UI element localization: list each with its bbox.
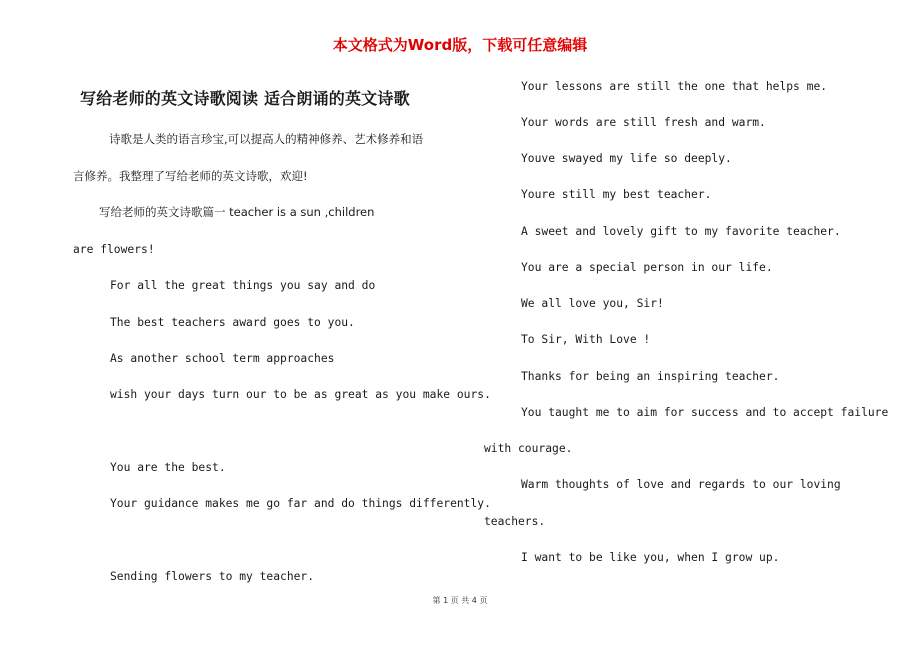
poem-line: You taught me to aim for success and to accept failure <box>521 406 889 419</box>
poem-line: We all love you, Sir! <box>521 297 664 310</box>
intro-line-1: 诗歌是人类的语言珍宝,可以提高人的精神修养、艺术修养和语 <box>109 132 424 146</box>
poem-line: with courage. <box>484 442 573 455</box>
poem-line: For all the great things you say and do <box>110 279 376 292</box>
poem-line: You are the best. <box>110 461 226 474</box>
poem-line: Youve swayed my life so deeply. <box>521 152 732 165</box>
poem-heading-line: 写给老师的英文诗歌篇一 teacher is a sun ,children <box>99 205 375 219</box>
page-number-footer: 第 1 页 共 4 页 <box>432 596 488 605</box>
poem-line: I want to be like you, when I grow up. <box>521 551 780 564</box>
poem-line: To Sir, With Love ! <box>521 333 651 346</box>
poem-line: Sending flowers to my teacher. <box>110 570 315 583</box>
poem-line: wish your days turn our to be as great as you make ours. <box>110 388 491 401</box>
poem-line: Your guidance makes me go far and do things differently. <box>110 497 491 510</box>
page-title: 写给老师的英文诗歌阅读 适合朗诵的英文诗歌 <box>80 89 410 108</box>
poem-line: Warm thoughts of love and regards to our loving <box>521 478 841 491</box>
poem-line: Your words are still fresh and warm. <box>521 116 766 129</box>
poem-line: Thanks for being an inspiring teacher. <box>521 370 780 383</box>
poem-line: As another school term approaches <box>110 352 335 365</box>
poem-line: Youre still my best teacher. <box>521 188 712 201</box>
poem-line: The best teachers award goes to you. <box>110 316 355 329</box>
poem-line: teachers. <box>484 515 546 528</box>
poem-line: You are a special person in our life. <box>521 261 773 274</box>
intro-line-2: 言修养。我整理了写给老师的英文诗歌，欢迎! <box>73 169 308 183</box>
poem-line: A sweet and lovely gift to my favorite teacher. <box>521 225 841 238</box>
document-banner: 本文格式为Word版，下载可任意编辑 <box>332 36 588 54</box>
poem-line: Your lessons are still the one that helps me. <box>521 80 828 93</box>
poem-line: are flowers! <box>73 243 155 256</box>
